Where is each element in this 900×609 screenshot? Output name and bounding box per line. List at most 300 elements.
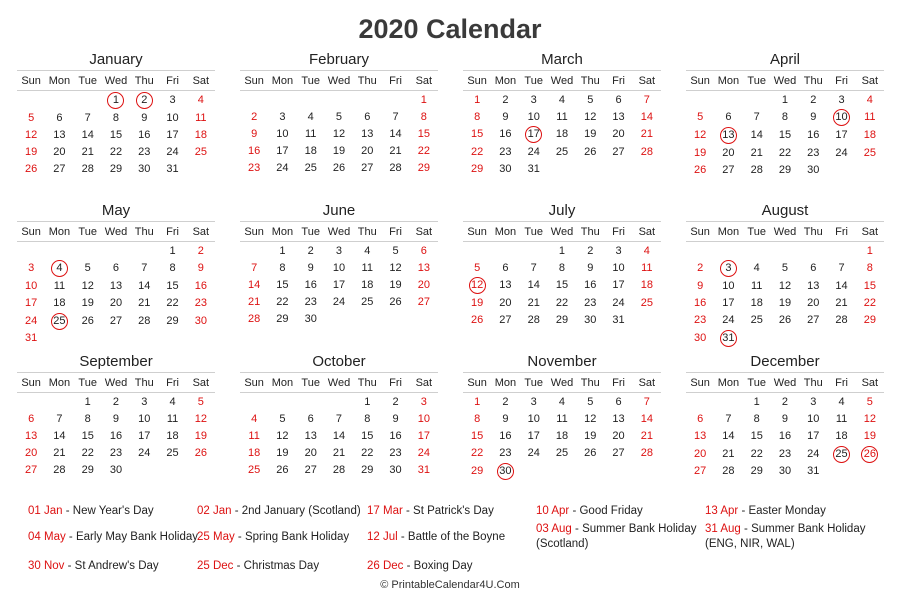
day-cell: 11 bbox=[195, 111, 207, 124]
day-cell: 31 bbox=[417, 464, 430, 477]
holiday-date: 17 Mar bbox=[367, 505, 403, 517]
day-cell: 13 bbox=[694, 429, 707, 442]
empty-day bbox=[45, 393, 73, 411]
day-cell: 17 bbox=[25, 296, 38, 309]
empty-day bbox=[799, 242, 827, 260]
day-cell: 30 bbox=[138, 163, 151, 176]
empty-day bbox=[17, 393, 45, 411]
holiday-circle: 30 bbox=[497, 463, 514, 480]
day-cell: 13 bbox=[361, 127, 374, 140]
month-name: March bbox=[541, 51, 583, 68]
day-cell: 20 bbox=[722, 146, 735, 159]
empty-day bbox=[743, 91, 771, 109]
empty-day bbox=[856, 161, 884, 178]
empty-day bbox=[743, 242, 771, 260]
month-table bbox=[17, 70, 215, 178]
day-cell: 14 bbox=[527, 279, 540, 292]
empty-day bbox=[714, 91, 742, 109]
day-cell: 9 bbox=[307, 261, 314, 274]
holiday-separator: - bbox=[231, 505, 242, 517]
empty-day bbox=[827, 329, 855, 347]
day-cell: 20 bbox=[612, 128, 625, 141]
empty-day bbox=[520, 242, 548, 260]
month-april bbox=[685, 50, 885, 179]
day-cell: 18 bbox=[640, 279, 653, 292]
empty-day bbox=[827, 463, 855, 480]
footer-credit: © PrintableCalendar4U.Com bbox=[380, 579, 520, 591]
day-cell: 12 bbox=[389, 261, 402, 274]
day-cell: 15 bbox=[471, 128, 484, 141]
day-cell: 28 bbox=[332, 464, 346, 477]
day-cell: 4 bbox=[197, 94, 204, 106]
holiday-circle: 3 bbox=[720, 260, 737, 277]
day-cell: 2 bbox=[810, 93, 817, 106]
day-cell: 27 bbox=[25, 464, 38, 477]
day-cell: 19 bbox=[276, 447, 289, 460]
day-cell: 23 bbox=[499, 145, 512, 158]
day-cell: 22 bbox=[109, 145, 123, 158]
day-cell: 29 bbox=[471, 163, 484, 176]
weekday-header: Wed bbox=[548, 373, 576, 393]
empty-day bbox=[325, 311, 353, 328]
day-cell: 11 bbox=[361, 261, 373, 274]
weekday-header: Sat bbox=[410, 373, 438, 393]
day-cell: 27 bbox=[612, 447, 625, 460]
day-cell: 5 bbox=[587, 93, 594, 106]
weekday-header: Fri bbox=[381, 373, 409, 393]
weekday-header: Tue bbox=[743, 71, 771, 91]
day-cell bbox=[45, 312, 73, 330]
weekday-header: Thu bbox=[799, 373, 827, 393]
day-cell: 9 bbox=[810, 111, 817, 124]
day-cell bbox=[45, 259, 73, 277]
holiday-name: New Year's Day bbox=[72, 505, 154, 517]
day-cell: 23 bbox=[109, 447, 123, 460]
holiday-date: 10 Apr bbox=[536, 505, 570, 517]
day-cell: 8 bbox=[866, 262, 873, 275]
day-cell: 6 bbox=[56, 111, 63, 124]
weekday-header: Mon bbox=[268, 222, 296, 242]
holiday-circle: 31 bbox=[720, 330, 737, 347]
day-cell: 5 bbox=[28, 111, 35, 124]
empty-day bbox=[771, 329, 799, 347]
month-name: May bbox=[101, 202, 131, 219]
day-cell: 2 bbox=[307, 244, 314, 257]
holiday-circle: 4 bbox=[51, 260, 68, 277]
weekday-header: Thu bbox=[130, 373, 158, 393]
day-cell: 6 bbox=[810, 262, 817, 275]
empty-day bbox=[74, 330, 102, 347]
day-cell: 8 bbox=[753, 412, 760, 425]
day-cell: 16 bbox=[499, 128, 512, 141]
month-table bbox=[463, 221, 661, 329]
day-cell: 12 bbox=[584, 110, 597, 123]
month-name: December bbox=[750, 353, 820, 370]
weekday-header: Mon bbox=[491, 71, 519, 91]
day-cell: 19 bbox=[25, 145, 38, 158]
empty-day bbox=[45, 330, 73, 347]
empty-day bbox=[240, 393, 268, 411]
day-cell: 16 bbox=[584, 279, 597, 292]
day-cell: 8 bbox=[279, 261, 286, 274]
day-cell: 26 bbox=[25, 163, 38, 176]
day-cell: 1 bbox=[279, 244, 286, 257]
day-cell bbox=[463, 276, 491, 294]
holiday-separator: - bbox=[64, 560, 75, 572]
day-cell bbox=[130, 91, 158, 110]
day-cell: 28 bbox=[750, 163, 763, 176]
day-cell: 18 bbox=[555, 128, 569, 141]
empty-day bbox=[17, 91, 45, 110]
day-cell: 4 bbox=[169, 395, 176, 408]
month-name: November bbox=[527, 353, 597, 370]
day-cell bbox=[491, 462, 519, 480]
day-cell: 16 bbox=[499, 429, 512, 442]
month-july bbox=[462, 201, 662, 329]
weekday-header: Sun bbox=[686, 373, 714, 393]
day-cell: 7 bbox=[838, 262, 845, 275]
holiday-circle: 1 bbox=[107, 92, 124, 109]
holiday-item bbox=[367, 530, 505, 545]
day-cell: 10 bbox=[276, 127, 289, 140]
day-cell: 20 bbox=[694, 447, 707, 460]
day-cell: 8 bbox=[781, 111, 789, 124]
holiday-separator: - bbox=[569, 505, 580, 517]
holiday-circle: 2 bbox=[136, 92, 153, 109]
holiday-item bbox=[197, 559, 319, 574]
day-cell: 30 bbox=[694, 331, 707, 344]
weekday-header: Sun bbox=[17, 71, 45, 91]
day-cell: 5 bbox=[335, 110, 343, 123]
day-cell: 3 bbox=[28, 262, 35, 275]
day-cell: 24 bbox=[527, 447, 540, 460]
day-cell: 16 bbox=[389, 429, 402, 442]
day-cell: 10 bbox=[332, 261, 346, 274]
holiday-separator: - bbox=[571, 523, 583, 535]
day-cell: 18 bbox=[361, 278, 374, 291]
weekday-header: Tue bbox=[297, 222, 325, 242]
month-november bbox=[462, 352, 662, 480]
holiday-item bbox=[536, 504, 643, 519]
day-cell: 17 bbox=[276, 145, 289, 158]
day-cell: 12 bbox=[863, 412, 876, 425]
month-table bbox=[463, 372, 661, 480]
day-cell: 14 bbox=[332, 429, 346, 442]
day-cell: 6 bbox=[28, 412, 35, 425]
day-cell: 14 bbox=[81, 128, 94, 141]
empty-day bbox=[17, 242, 45, 260]
day-cell: 5 bbox=[587, 395, 594, 408]
day-cell: 23 bbox=[584, 296, 597, 309]
empty-day bbox=[633, 462, 661, 480]
day-cell: 28 bbox=[640, 145, 653, 158]
day-cell: 20 bbox=[499, 296, 512, 309]
day-cell: 29 bbox=[778, 163, 792, 176]
day-cell: 15 bbox=[750, 429, 763, 442]
day-cell: 23 bbox=[807, 146, 820, 159]
day-cell: 5 bbox=[781, 262, 789, 275]
weekday-header: Thu bbox=[799, 222, 827, 242]
month-name: June bbox=[322, 202, 356, 219]
day-cell: 25 bbox=[304, 162, 317, 175]
day-cell: 17 bbox=[722, 296, 735, 309]
empty-day bbox=[827, 161, 855, 178]
empty-day bbox=[240, 242, 268, 260]
day-cell: 6 bbox=[307, 412, 314, 425]
day-cell: 29 bbox=[417, 162, 430, 175]
weekday-header: Wed bbox=[325, 71, 353, 91]
day-cell: 3 bbox=[810, 395, 817, 408]
weekday-header: Wed bbox=[102, 373, 130, 393]
day-cell: 19 bbox=[584, 128, 597, 141]
weekday-header: Wed bbox=[771, 222, 799, 242]
holiday-item bbox=[705, 504, 826, 519]
day-cell: 22 bbox=[361, 447, 374, 460]
day-cell: 3 bbox=[420, 395, 427, 408]
empty-day bbox=[633, 161, 661, 178]
holiday-separator: - bbox=[402, 505, 414, 517]
day-cell: 24 bbox=[722, 314, 735, 327]
day-cell: 9 bbox=[251, 127, 258, 140]
month-name: October bbox=[312, 353, 366, 370]
holiday-name: Good Friday bbox=[579, 505, 643, 517]
holiday-item bbox=[197, 504, 361, 519]
day-cell: 11 bbox=[864, 111, 876, 124]
day-cell: 25 bbox=[640, 296, 653, 309]
day-cell: 28 bbox=[835, 314, 848, 327]
day-cell: 22 bbox=[778, 146, 792, 159]
empty-day bbox=[633, 312, 661, 329]
day-cell: 28 bbox=[722, 465, 735, 478]
day-cell: 26 bbox=[584, 447, 597, 460]
day-cell: 18 bbox=[53, 296, 66, 309]
day-cell bbox=[714, 329, 742, 347]
day-cell: 14 bbox=[248, 278, 261, 291]
day-cell: 12 bbox=[25, 128, 38, 141]
empty-day bbox=[187, 462, 215, 479]
day-cell: 21 bbox=[835, 296, 848, 309]
day-cell: 8 bbox=[558, 261, 566, 274]
day-cell: 3 bbox=[530, 93, 537, 106]
day-cell: 12 bbox=[332, 127, 346, 140]
weekday-header: Tue bbox=[520, 222, 548, 242]
day-cell: 5 bbox=[197, 395, 204, 408]
weekday-header: Thu bbox=[576, 373, 604, 393]
day-cell: 7 bbox=[725, 412, 732, 425]
day-cell: 15 bbox=[471, 429, 484, 442]
day-cell: 8 bbox=[84, 412, 91, 425]
day-cell: 12 bbox=[694, 129, 707, 142]
empty-day bbox=[325, 393, 353, 411]
day-cell: 16 bbox=[248, 145, 261, 158]
holiday-circle: 10 bbox=[833, 109, 850, 126]
month-september bbox=[16, 352, 216, 479]
day-cell: 28 bbox=[248, 313, 261, 326]
empty-day bbox=[520, 462, 548, 480]
weekday-header: Fri bbox=[158, 71, 186, 91]
holiday-circle: 13 bbox=[720, 127, 737, 144]
day-cell: 16 bbox=[194, 279, 207, 292]
day-cell: 6 bbox=[112, 262, 120, 275]
day-cell: 31 bbox=[166, 163, 179, 176]
day-cell: 1 bbox=[84, 395, 91, 408]
weekday-header: Sat bbox=[633, 373, 661, 393]
day-cell: 16 bbox=[694, 296, 707, 309]
day-cell: 9 bbox=[587, 261, 594, 274]
weekday-header: Sun bbox=[17, 222, 45, 242]
day-cell: 11 bbox=[556, 412, 568, 425]
holiday-item bbox=[28, 559, 159, 574]
day-cell: 7 bbox=[335, 412, 343, 425]
empty-day bbox=[771, 242, 799, 260]
day-cell: 1 bbox=[169, 244, 176, 257]
day-cell: 18 bbox=[555, 429, 569, 442]
day-cell: 10 bbox=[722, 279, 735, 292]
day-cell: 24 bbox=[138, 447, 151, 460]
day-cell: 1 bbox=[474, 395, 481, 408]
holiday-date: 12 Jul bbox=[367, 531, 398, 543]
day-cell: 11 bbox=[835, 412, 848, 425]
day-cell: 27 bbox=[499, 314, 512, 327]
day-cell: 20 bbox=[361, 145, 374, 158]
day-cell: 9 bbox=[112, 412, 120, 425]
day-cell: 4 bbox=[558, 395, 566, 408]
empty-day bbox=[268, 91, 296, 109]
day-cell: 17 bbox=[166, 128, 179, 141]
empty-day bbox=[799, 329, 827, 347]
weekday-header: Wed bbox=[771, 71, 799, 91]
day-cell: 24 bbox=[527, 145, 540, 158]
day-cell: 17 bbox=[835, 129, 848, 142]
empty-day bbox=[686, 393, 714, 411]
holiday-separator: - bbox=[403, 560, 414, 572]
weekday-header: Wed bbox=[325, 222, 353, 242]
empty-day bbox=[353, 91, 381, 109]
day-cell: 27 bbox=[304, 464, 317, 477]
day-cell: 2 bbox=[251, 110, 258, 123]
holiday-separator: - bbox=[397, 531, 408, 543]
day-cell: 23 bbox=[778, 447, 792, 460]
month-name: August bbox=[761, 202, 809, 219]
day-cell: 30 bbox=[304, 313, 317, 326]
holiday-date: 01 Jan bbox=[28, 505, 63, 517]
weekday-header: Sun bbox=[686, 71, 714, 91]
weekday-header: Fri bbox=[381, 222, 409, 242]
day-cell: 31 bbox=[527, 163, 540, 176]
day-cell: 22 bbox=[863, 296, 876, 309]
holiday-date: 31 Aug bbox=[705, 523, 741, 535]
day-cell: 21 bbox=[81, 145, 94, 158]
day-cell: 2 bbox=[697, 262, 704, 275]
day-cell: 17 bbox=[807, 429, 820, 442]
day-cell: 21 bbox=[640, 128, 653, 141]
day-cell: 29 bbox=[81, 464, 94, 477]
holiday-date: 30 Nov bbox=[28, 560, 65, 572]
weekday-header: Wed bbox=[771, 373, 799, 393]
day-cell: 19 bbox=[81, 296, 94, 309]
holiday-date: 25 Dec bbox=[197, 560, 234, 572]
day-cell: 30 bbox=[194, 314, 207, 327]
day-cell: 3 bbox=[530, 395, 537, 408]
day-cell: 24 bbox=[25, 314, 38, 327]
month-table bbox=[17, 372, 215, 479]
day-cell: 13 bbox=[807, 279, 820, 292]
weekday-header: Wed bbox=[325, 373, 353, 393]
day-cell: 19 bbox=[778, 296, 792, 309]
day-cell: 17 bbox=[138, 429, 151, 442]
empty-day bbox=[576, 161, 604, 178]
weekday-header: Mon bbox=[45, 222, 73, 242]
weekday-header: Tue bbox=[743, 373, 771, 393]
day-cell: 29 bbox=[109, 163, 123, 176]
empty-day bbox=[604, 161, 632, 178]
weekday-header: Mon bbox=[714, 373, 742, 393]
month-october bbox=[239, 352, 439, 479]
day-cell: 1 bbox=[364, 395, 371, 408]
day-cell: 13 bbox=[612, 110, 625, 123]
day-cell: 12 bbox=[276, 429, 289, 442]
empty-day bbox=[856, 329, 884, 347]
weekday-header: Tue bbox=[520, 373, 548, 393]
day-cell: 31 bbox=[25, 332, 38, 345]
day-cell: 16 bbox=[138, 128, 151, 141]
day-cell: 16 bbox=[109, 429, 123, 442]
day-cell: 1 bbox=[474, 93, 481, 106]
day-cell: 19 bbox=[694, 146, 707, 159]
weekday-header: Mon bbox=[45, 373, 73, 393]
empty-day bbox=[297, 393, 325, 411]
day-cell: 27 bbox=[417, 296, 430, 309]
day-cell: 21 bbox=[722, 447, 735, 460]
day-cell: 28 bbox=[138, 314, 151, 327]
holiday-name: St Andrew's Day bbox=[74, 560, 159, 572]
day-cell: 18 bbox=[304, 145, 317, 158]
day-cell: 19 bbox=[194, 429, 207, 442]
month-august bbox=[685, 201, 885, 347]
day-cell: 21 bbox=[53, 447, 66, 460]
weekday-header: Sun bbox=[240, 222, 268, 242]
day-cell: 19 bbox=[389, 278, 402, 291]
day-cell: 5 bbox=[279, 412, 286, 425]
day-cell: 3 bbox=[838, 93, 845, 106]
weekday-header: Sun bbox=[463, 71, 491, 91]
day-cell: 15 bbox=[166, 279, 179, 292]
empty-day bbox=[158, 330, 186, 347]
day-cell: 4 bbox=[364, 244, 371, 257]
day-cell: 30 bbox=[499, 163, 512, 176]
holiday-name: Christmas Day bbox=[243, 560, 320, 572]
empty-day bbox=[130, 330, 158, 347]
empty-day bbox=[686, 91, 714, 109]
weekday-header: Thu bbox=[353, 71, 381, 91]
empty-day bbox=[102, 330, 130, 347]
day-cell: 4 bbox=[307, 110, 314, 123]
day-cell: 9 bbox=[197, 262, 204, 275]
day-cell bbox=[827, 108, 855, 126]
weekday-header: Fri bbox=[827, 222, 855, 242]
day-cell: 13 bbox=[53, 128, 66, 141]
day-cell: 21 bbox=[332, 447, 346, 460]
holiday-item bbox=[28, 504, 154, 519]
day-cell: 21 bbox=[527, 296, 540, 309]
weekday-header: Wed bbox=[548, 71, 576, 91]
empty-day bbox=[130, 462, 158, 479]
day-cell: 7 bbox=[84, 111, 91, 124]
holiday-item bbox=[536, 522, 704, 552]
day-cell: 18 bbox=[194, 128, 207, 141]
weekday-header: Sun bbox=[240, 373, 268, 393]
day-cell: 6 bbox=[502, 261, 509, 274]
